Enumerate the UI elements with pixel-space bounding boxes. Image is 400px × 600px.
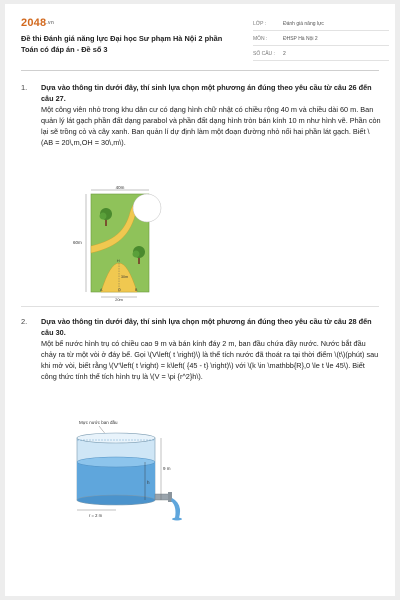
water-stream xyxy=(171,498,180,518)
meta-row-question-count xyxy=(253,46,389,61)
question-2 xyxy=(21,316,381,526)
question-text: Một bể nước hình trụ có chiều cao 9 m và bán kính đáy 2 m, ban đầu chứa đầy nước. Nước bắt đầu chảy ra từ một vòi ở đáy bể. Gọi \(V\left( t \right)\) là thể tích nước đã thoát ra tại thời điểm \(t\)(phút) sau khi mở vòi, biết rằng \(V'\left( t \right) = k\left( {45 - t} \right)\) với \(k \in \mathbb{R},0 \le t \le 45\). Biết công thức tính thể tích hình trụ là \(V = \pi {r^2}h\). xyxy=(41,339,379,381)
header-divider xyxy=(21,70,379,71)
label-water-height: h xyxy=(147,480,150,485)
label-oh: 30m xyxy=(121,275,128,279)
tank-top-rim xyxy=(77,433,155,443)
exam-title-line-2: Toán có đáp án - Đề số 3 xyxy=(21,45,108,54)
label-radius: r = 2 m xyxy=(89,513,103,518)
point-h: H xyxy=(117,259,120,263)
logo-text: 2048 xyxy=(21,17,47,29)
question-lead: Dựa vào thông tin dưới đây, thí sinh lựa chọn một phương án đúng theo yêu cầu từ câu 26 đến câu 27. xyxy=(41,83,372,103)
meta-value: ĐHSP Hà Nội 2 xyxy=(283,36,318,42)
tank-bottom xyxy=(77,495,155,505)
label-length: 60m xyxy=(73,240,82,245)
point-a: A xyxy=(100,288,103,292)
question-number: 1. xyxy=(21,83,28,92)
meta-row-subject xyxy=(253,31,389,46)
question-body xyxy=(41,82,381,148)
question-lead: Dựa vào thông tin dưới đây, thí sinh lựa chọn một phương án đúng theo yêu cầu từ câu 28 đến câu 30. xyxy=(41,317,372,337)
document-page xyxy=(5,4,395,596)
tank-figure xyxy=(59,418,194,528)
label-ab: 20m xyxy=(115,297,123,301)
tank-water xyxy=(77,462,155,500)
water-surface xyxy=(77,457,155,467)
label-initial-water-level: Mực nước ban đầu xyxy=(79,420,118,425)
meta-value: Đánh giá năng lực xyxy=(283,21,324,27)
question-body xyxy=(41,316,381,382)
meta-key: LỚP : xyxy=(253,21,267,27)
label-width: 40m xyxy=(115,186,125,190)
park-circle-paving xyxy=(133,194,161,222)
question-separator xyxy=(21,306,379,307)
point-b: B xyxy=(135,288,138,292)
question-text: Một công viên nhỏ trong khu dân cư có dạng hình chữ nhật có chiều rộng 40 m và chiều dài 60 m. Ban quản lý lát gạch phần đất dạng parabol và phần đất dạng hình tròn bán kính 10 m như hình vẽ. Phần còn lại sẽ trồng cỏ và cây xanh. Ban quản lí dự định làm một đoạn đường nhỏ nối hai phần lát gạch. Biết \(AB = 20\,m,OH = 30\,m\). xyxy=(41,105,381,147)
meta-value: 2 xyxy=(283,51,286,57)
exam-meta-table xyxy=(253,16,389,61)
meta-key: SỐ CÂU : xyxy=(253,51,275,57)
question-1 xyxy=(21,82,381,302)
logo-suffix: .vn xyxy=(46,20,55,27)
meta-row-class xyxy=(253,16,389,31)
exam-title-line-1: Đề thi Đánh giá năng lực Đại học Sư phạm Hà Nội 2 phần xyxy=(21,34,223,43)
label-tank-height: 9 m xyxy=(163,466,171,471)
question-number: 2. xyxy=(21,317,28,326)
park-figure xyxy=(71,186,171,301)
meta-key: MÔN : xyxy=(253,36,268,42)
document-header xyxy=(5,4,395,70)
site-logo[interactable] xyxy=(21,17,54,29)
point-o: O xyxy=(118,288,121,292)
